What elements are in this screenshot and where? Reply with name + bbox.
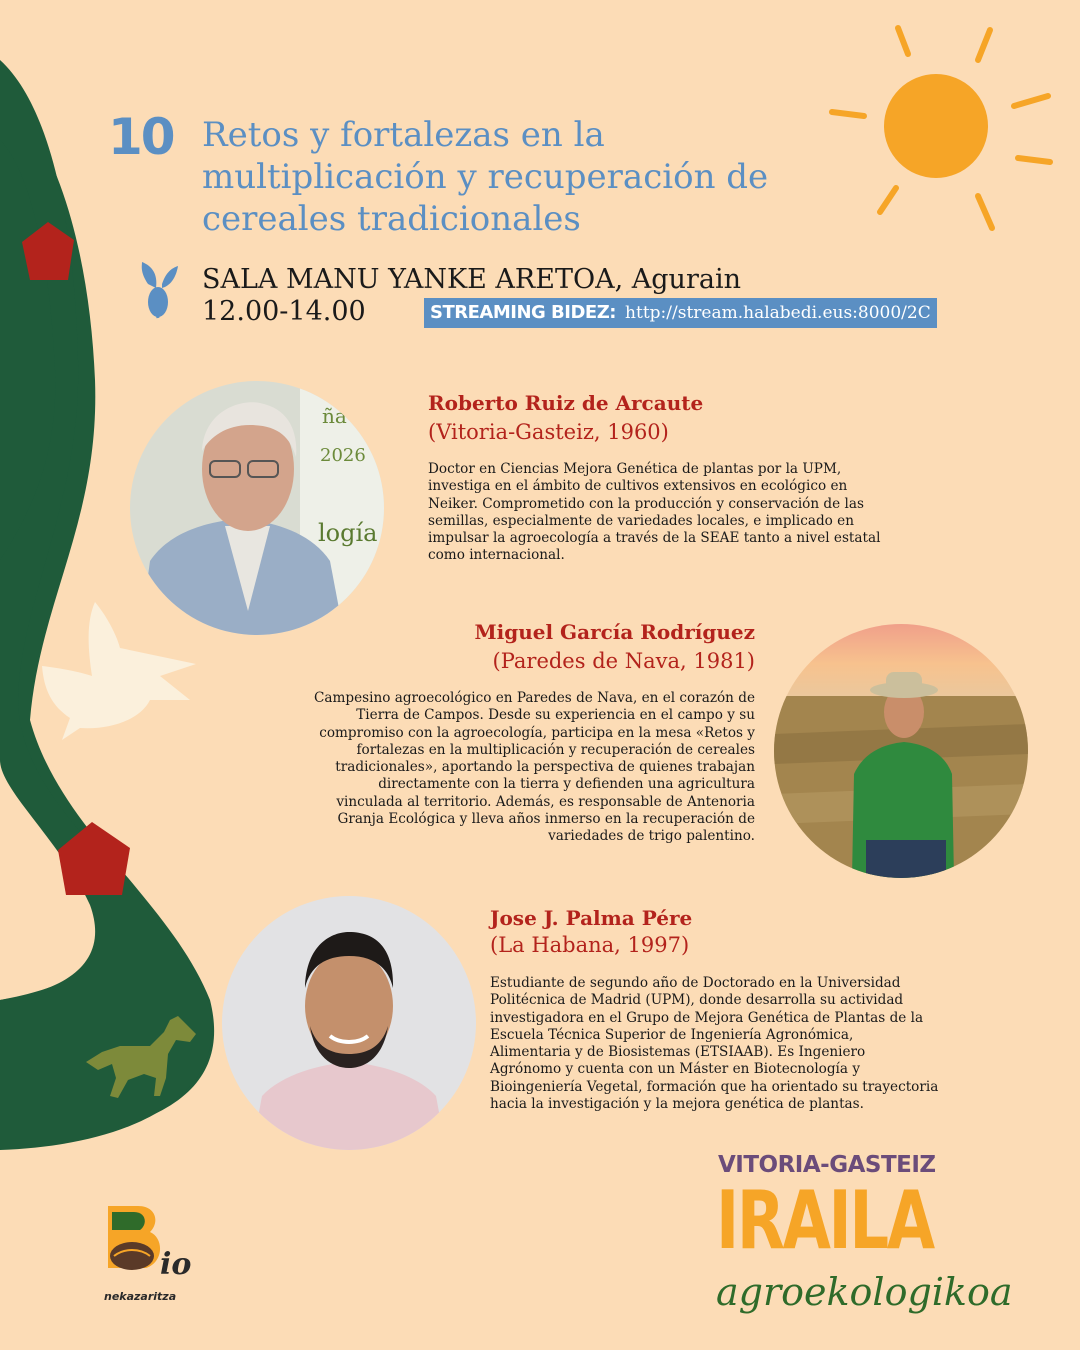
bio-line: fortalezas en la multiplicación y recuperación de cereales [356,741,755,758]
bio-line: Campesino agroecológico en Paredes de Nava, en el corazón de [313,690,755,706]
title-line: multiplicación y recuperación de [202,157,769,197]
stream-banner [424,298,937,328]
bio-line: hacia la investigación y la mejora genética de plantas. [490,1096,864,1113]
bio-line: semillas, especialmente de variedades locales, e implicado en [428,512,854,529]
speaker-photo-jose [222,896,476,1150]
background-banner-text: logía [318,519,378,547]
speaker-name: Jose J. Palma Pére [490,906,693,930]
speaker-name: Miguel García Rodríguez [474,620,755,644]
bio-line: directamente con la tierra y defienden una agricultura [378,776,755,793]
bio-line: investiga en el ámbito de cultivos extensivos en ecológico en [428,478,848,495]
bio-logo-icon [104,1202,220,1288]
speaker-bio [490,975,1030,1113]
bio-line: investigadora en el Grupo de Mejora Genética de Plantas de la [490,1009,924,1026]
dove-icon [42,602,196,740]
speaker-bio [200,690,755,846]
event-number: 10 [108,108,174,166]
brand-tagline: agroekologikoa [716,1270,1013,1314]
event-time: 12.00-14.00 [202,296,366,327]
bio-line: tradicionales», aportando la perspectiva de quienes trabajan [335,759,755,776]
speaker-origin: (Vitoria-Gasteiz, 1960) [428,420,669,444]
brand-city: VITORIA-GASTEIZ [718,1152,936,1178]
bio-line: Bioingeniería Vegetal, formación que ha orientado su trayectoria [490,1078,939,1095]
title-line: cereales tradicionales [202,199,581,239]
bio-line: como internacional. [428,547,565,564]
bio-logo-word: io [160,1247,192,1282]
bio-line: variedades de trigo palentino. [548,828,755,845]
speaker-photo-roberto [130,381,384,635]
bio-logo-subtitle: nekazaritza [104,1290,177,1303]
speaker-name: Roberto Ruiz de Arcaute [428,391,704,415]
bio-line: vinculada al territorio. Además, es responsable de Antenoria [336,793,755,810]
event-title [202,114,902,240]
sprout-icon [142,262,178,318]
bio-line: Neiker. Comprometido con la producción y conservación de las [428,495,864,512]
bio-line: Politécnica de Madrid (UPM), donde desarrolla su actividad [490,992,904,1009]
bio-line: Granja Ecológica y lleva años inmerso en la recuperación de [337,811,755,828]
background-banner-text: 2026 [320,445,366,466]
bio-line: Estudiante de segundo año de Doctorado en la Universidad [490,975,901,991]
speaker-bio [428,461,988,565]
stream-url-link[interactable]: http://stream.halabedi.eus:8000/2C [625,303,931,323]
bio-line: compromiso con la agroecología, participa en la mesa «Retos y [319,724,755,741]
speaker-origin: (Paredes de Nava, 1981) [492,649,755,673]
background-banner-text: ña [322,404,347,428]
bio-line: Tierra de Campos. Desde su experiencia en el campo y su [356,707,755,724]
bio-line: Doctor en Ciencias Mejora Genética de plantas por la UPM, [428,461,842,477]
brand-month: IRAILA [716,1174,933,1267]
title-line: Retos y fortalezas en la [202,115,605,155]
bio-line: Escuela Técnica Superior de Ingeniería Agronómica, [490,1026,854,1043]
speaker-origin: (La Habana, 1997) [490,933,690,957]
speaker-photo-miguel [774,624,1028,878]
bio-line: Agrónomo y cuenta con un Máster en Biotecnología y [490,1061,861,1078]
bio-line: impulsar la agroecología a través de la SEAE tanto a nivel estatal [428,530,881,547]
event-venue: SALA MANU YANKE ARETOA, Agurain [202,264,741,295]
bio-line: Alimentaria y de Biosistemas (ETSIAAB). Es Ingeniero [490,1044,866,1061]
stream-label: STREAMING BIDEZ: [430,302,616,323]
